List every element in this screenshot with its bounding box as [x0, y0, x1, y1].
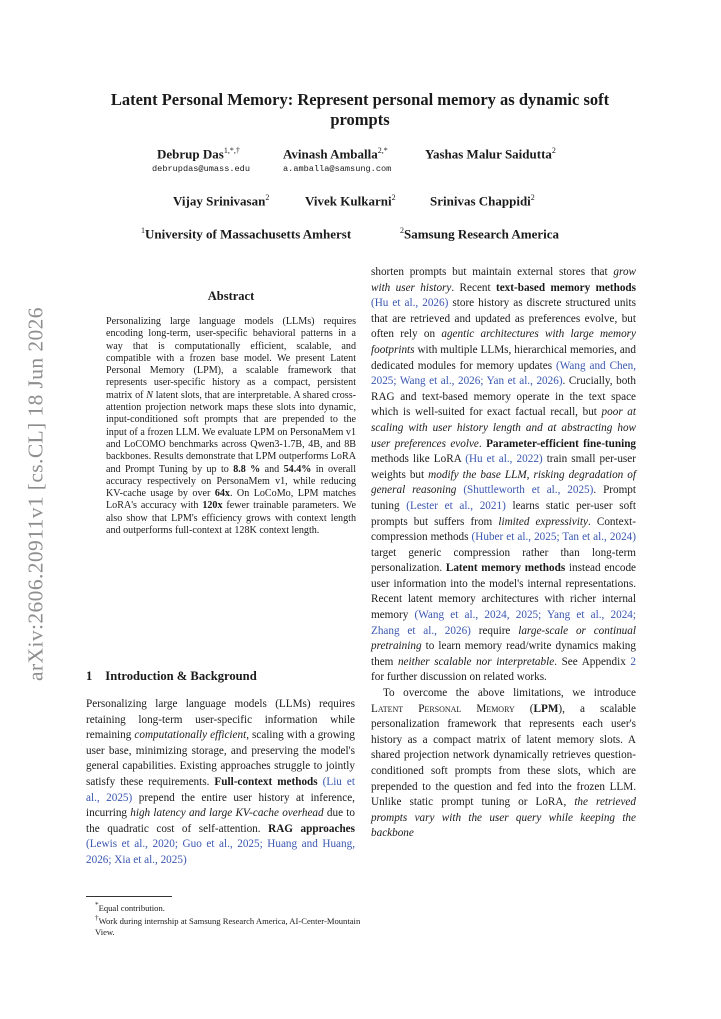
footnote-equal-contribution: *Equal contribution. [95, 901, 165, 913]
citation-link[interactable]: (Hu et al., 2026) [371, 297, 449, 310]
footnote-rule [86, 896, 172, 897]
citation-link[interactable]: (Hu et al., 2022) [465, 453, 543, 466]
citation-link[interactable]: (Lester et al., 2021) [406, 499, 506, 512]
title-line-1: Latent Personal Memory: Represent personal memory as dynamic soft [110, 90, 610, 109]
author-vijay-srinivasan: Vijay Srinivasan$^2$ [173, 193, 270, 209]
author-vivek-kulkarni: Vivek Kulkarni$^2$ [305, 193, 396, 209]
citation-link[interactable]: (Huber et al., 2025; Tan et al., 2024) [471, 531, 636, 544]
intro-right-column [371, 265, 636, 842]
title-line-2: prompts [330, 110, 390, 129]
abstract-heading: Abstract [207, 289, 255, 303]
arxiv-stamp-text: arXiv:2606.20911v1 [cs.CL] 18 Jun 2026 [23, 307, 48, 681]
citation-link[interactable]: (Lewis et al., 2020; Guo et al., 2025; Huang and Huang, 2026; Xia et al., 2025) [86, 838, 355, 866]
paper-title [60, 90, 660, 130]
section-heading-introduction: 1 Introduction & Background [86, 669, 257, 683]
intro-left-column: Personalizing large language models (LLMs) requires retaining long-term user-specific information while remaining computationally efficient, scaling with a growing user base, minimizing storage, and preserving the model's general capabilities. Existing approaches struggle to jointly satisfy these requirements. Full-context methods (Liu et al., 2025) prepend the entire user history at inference, incurring high latency and large KV-cache overhead due to the quadratic cost of self-attention. RAG approaches (Lewis et al., 2020; Guo et al., 2025; Huang and Huang, 2026; Xia et al., 2025) [86, 698, 355, 866]
abstract-body: Personalizing large language models (LLMs) requires encoding long-term, user-specific behavioral patterns in a way that is computationally efficient, scalable, and compatible with a frozen base model. We present Latent Personal Memory (LPM), a scalable framework that represents user-specific history as a compact, persistent matrix of N latent slots, that are interpretable. A shared cross-attention projection network maps these slots into dynamic, input-conditioned soft prompts that are prepended to the input of a frozen LLM. We evaluate LPM on PersonaMem v1 and LoCOMO benchmarks across Qwen3-1.7B, 4B, and 8B backbones. Results demonstrate that LPM outperforms LoRA and Prompt Tuning by up to 8.8 % and 54.4% in overall accuracy respectively on PersonaMem v1, while reducing KV-cache usage by over 64x. On LoCoMo, LPM matches LoRA's accuracy with 120x fewer trainable parameters. We also show that LPM's efficiency grows with context length and outperforms full-context at 128K context length. [106, 316, 356, 537]
author-avinash-amballa: Avinash Amballa$^{2,*}$ [283, 146, 388, 162]
author-srinivas-chappidi: Srinivas Chappidi$^2$ [430, 193, 535, 209]
footnote-internship: †Work during internship at Samsung Research America, AI-Center-Mountain View. [95, 914, 361, 937]
author-yashas-malur-saidutta: Yashas Malur Saidutta$^2$ [425, 146, 556, 162]
intro-right-paragraph-1: shorten prompts but maintain external stores that grow with user history. Recent text-based memory methods (Hu et al., 2026) store history as discrete structured units that are retrieved and updated as preferences evolve, but often rely on agentic architectures with large memory footprints with multiple LLMs, hierarchical memories, and dedicated modules for memory updates (Wang and Chen, 2025; Wang et al., 2026; Yan et al., 2026). Crucially, both RAG and text-based memory operate in the text space which is well-suited for exact factual recall, but poor at scaling with user history length and at abstracting how user preferences evolve. Parameter-efficient fine-tuning methods like LoRA (Hu et al., 2022) train small per-user weights but modify the base LLM, risking degradation of general reasoning (Shuttleworth et al., 2025). Prompt tuning (Lester et al., 2021) learns static per-user soft prompts but suffers from limited expressivity. Context-compression methods (Huber et al., 2025; Tan et al., 2024) target generic compression rather than long-term personalization. Latent memory methods instead encode user information into the model's internal representations. Recent latent memory architectures with richer internal memory (Wang et al., 2024, 2025; Yang et al., 2024; Zhang et al., 2026) require large-scale or continual pretraining to learn memory read/write dynamics making them neither scalable nor interpretable. See Appendix 2 for further discussion on related works. [371, 266, 637, 684]
footnotes [86, 900, 361, 938]
citation-link[interactable]: (Liu et al., 2025) [86, 775, 355, 804]
appendix-link[interactable]: 2 [630, 655, 636, 668]
citation-link[interactable]: (Wang and Chen, 2025; Wang et al., 2026; Yan et al., 2026) [371, 359, 636, 388]
citation-link[interactable]: (Wang et al., 2024, 2025; Yang et al., 2024; Zhang et al., 2026) [371, 609, 636, 637]
author-email-avinash[interactable]: a.amballa@samsung.com [283, 164, 392, 174]
intro-right-paragraph-2: To overcome the above limitations, we introduce Latent Personal Memory (LPM), a scalable personalization framework that represents each user's history as a compact matrix of latent memory slots. A shared projection network dynamically retrieves question-conditioned soft prompts from these slots, which are prepended to the question and fed into the frozen LLM. Unlike static prompt tuning or LoRA, the retrieved prompts vary with the user query while keeping the backbone [371, 687, 637, 840]
affiliation-samsung: $^2$Samsung Research America [400, 226, 560, 242]
author-email-debrup[interactable]: debrupdas@umass.edu [152, 164, 250, 174]
arxiv-stamp [18, 300, 54, 688]
citation-link[interactable]: (Shuttleworth et al., 2025) [463, 484, 594, 497]
affiliation-umass: $^1$University of Massachusetts Amherst [141, 226, 352, 242]
author-debrup-das: Debrup Das$^{1,*,\dagger}$ [157, 146, 240, 162]
